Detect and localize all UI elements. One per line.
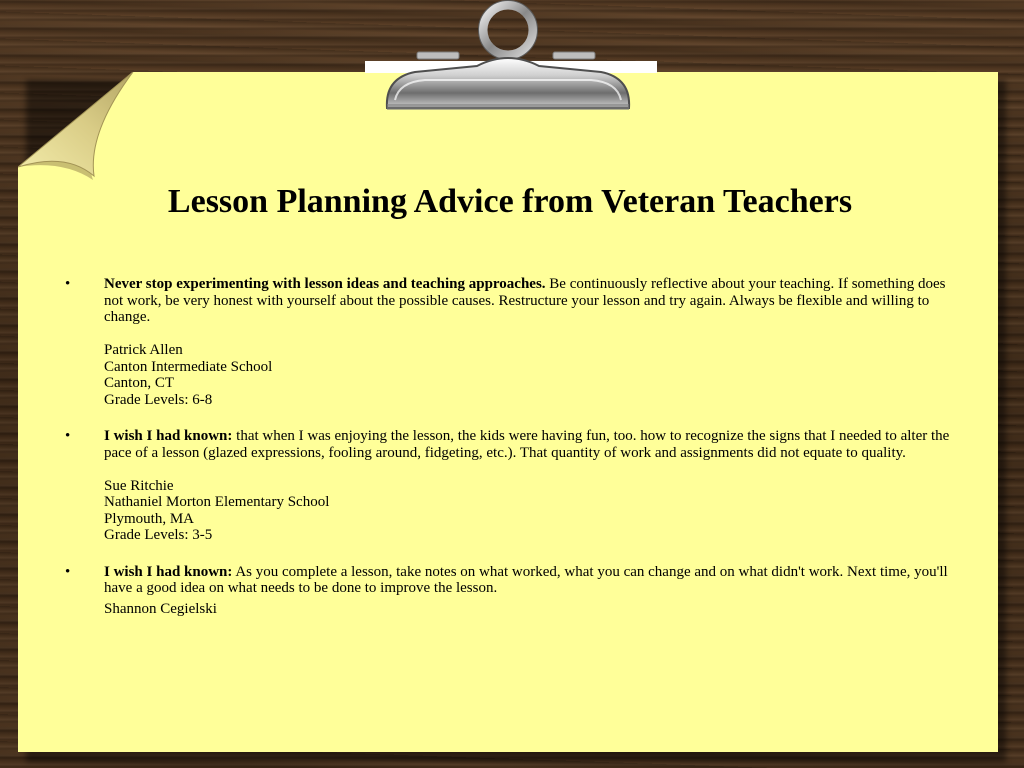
author-name: Shannon Cegielski bbox=[104, 600, 217, 617]
page-title: Lesson Planning Advice from Veteran Teachers bbox=[167, 183, 853, 220]
author-grades: Grade Levels: 3-5 bbox=[104, 527, 213, 543]
author-school: Nathaniel Morton Elementary School bbox=[104, 494, 330, 510]
author-school: Canton Intermediate School bbox=[104, 358, 273, 375]
advice-list bbox=[60, 276, 960, 617]
advice-body: As you complete a lesson, take notes on what worked, what you can change and on what didn't work. Next time, you'll have a good idea on what needs to be done to improve the lesson. bbox=[104, 563, 948, 596]
advice-body: that when I was enjoying the lesson, the kids were having fun, too. how to recognize the signs that I needed to alter the pace of a lesson (glazed expressions, fooling around, fidgeting, etc.). That quantity of work and assignments did not equate to quality. bbox=[104, 428, 950, 461]
advice-text bbox=[104, 428, 960, 461]
author-location: Plymouth, MA bbox=[104, 510, 195, 527]
advice-lead: Never stop experimenting with lesson ideas and teaching approaches. bbox=[104, 276, 546, 292]
advice-body: Be continuously reflective about your teaching. If something does not work, be very honest with yourself about the possible causes. Restructure your lesson and try again. Always be flexible and willing to change. bbox=[104, 276, 946, 325]
advice-lead: I wish I had known: bbox=[104, 563, 233, 580]
advice-text bbox=[104, 276, 960, 326]
bullet-marker: • bbox=[65, 563, 71, 580]
advice-lead: I wish I had known: bbox=[104, 428, 233, 444]
bullet-marker: • bbox=[65, 276, 71, 292]
list-item bbox=[60, 276, 960, 408]
author-name: Sue Ritchie bbox=[104, 477, 174, 494]
author-location: Canton, CT bbox=[104, 375, 174, 391]
advice-text bbox=[104, 564, 960, 597]
list-item bbox=[60, 564, 960, 618]
binder-clip-icon bbox=[365, 0, 657, 115]
author-name: Patrick Allen bbox=[104, 342, 183, 358]
list-item bbox=[60, 428, 960, 544]
author-grades: Grade Levels: 6-8 bbox=[104, 391, 213, 408]
bullet-marker: • bbox=[65, 428, 71, 444]
page-curl-icon bbox=[18, 72, 138, 182]
